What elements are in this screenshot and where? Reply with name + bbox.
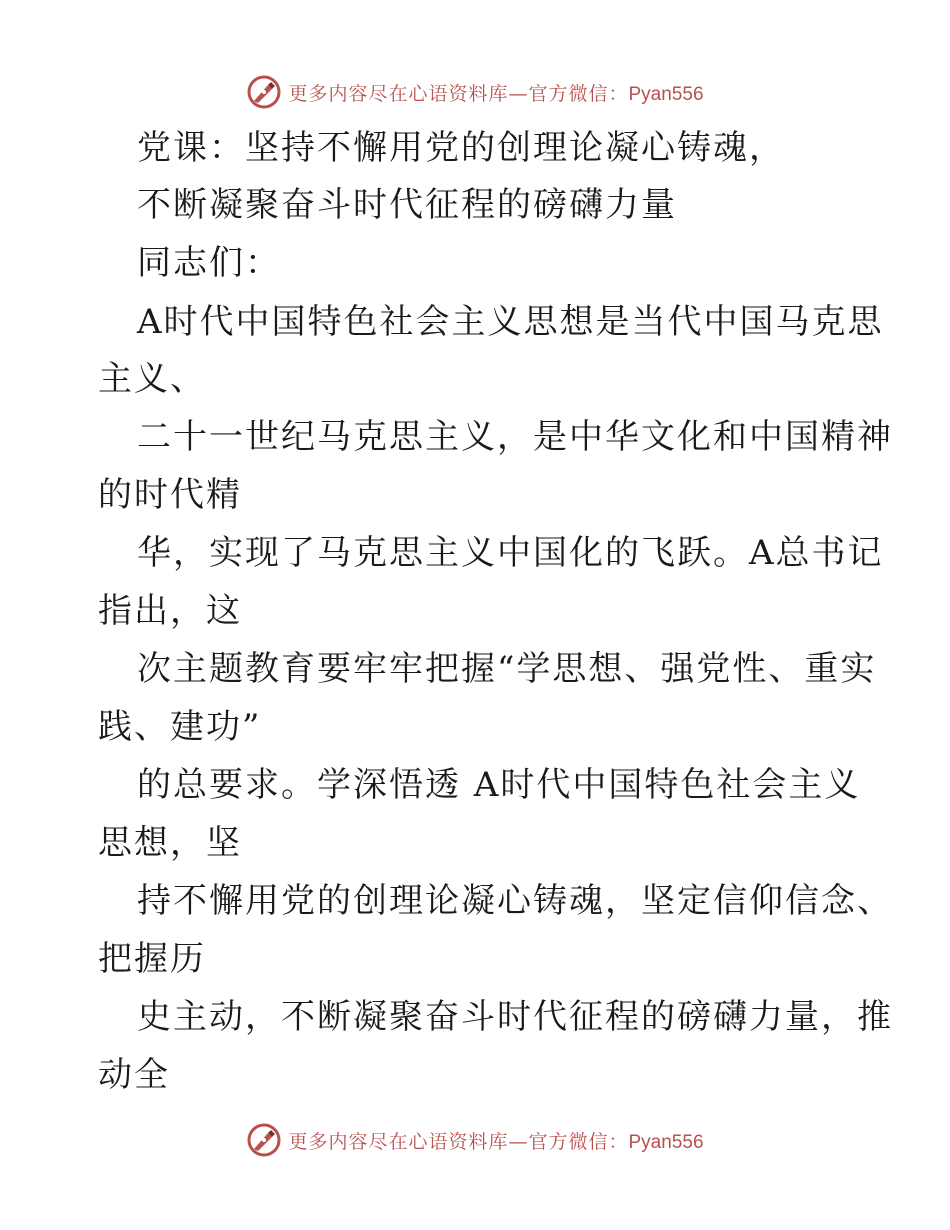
document-title-line-2: 不断凝聚奋斗时代征程的磅礴力量 [137,185,677,225]
paragraph-line: 史主动，不断凝聚奋斗时代征程的磅礴力量，推 [137,997,893,1037]
paragraph-line: 二十一世纪马克思主义，是中华文化和中国精神 [137,417,893,457]
watermark-wechat-id: Pyan556 [628,1131,704,1153]
pen-logo-icon [246,74,282,110]
salutation: 同志们： [137,243,281,283]
document-title-line-1: 党课：坚持不懈用党的创理论凝心铸魂， [137,128,785,168]
paragraph-line: 持不懈用党的创理论凝心铸魂，坚定信仰信念、 [137,881,893,921]
paragraph-line: 的总要求。学深悟透 A时代中国特色社会主义 [137,765,861,805]
paragraph-line: 践、建功” [98,707,262,747]
paragraph-line: A时代中国特色社会主义思想是当代中国马克思 [137,302,884,342]
watermark-text [288,79,703,106]
pen-logo-icon [246,1122,282,1158]
watermark-label: 更多内容尽在心语资料库—官方微信： [288,1130,629,1153]
footer-watermark [0,1120,950,1160]
watermark-text [288,1127,703,1154]
paragraph-line: 的时代精 [98,475,242,515]
paragraph-line: 动全 [98,1055,170,1095]
paragraph-line: 指出，这 [98,591,242,631]
watermark-label: 更多内容尽在心语资料库—官方微信： [288,82,629,105]
watermark-wechat-id: Pyan556 [628,83,704,105]
paragraph-line: 次主题教育要牢牢把握“学思想、强党性、重实 [137,649,877,689]
paragraph-line: 把握历 [98,939,206,979]
paragraph-line: 主义、 [98,359,206,399]
paragraph-line: 华，实现了马克思主义中国化的飞跃。A总书记 [137,533,884,573]
header-watermark [0,72,950,112]
paragraph-line: 思想，坚 [98,823,242,863]
